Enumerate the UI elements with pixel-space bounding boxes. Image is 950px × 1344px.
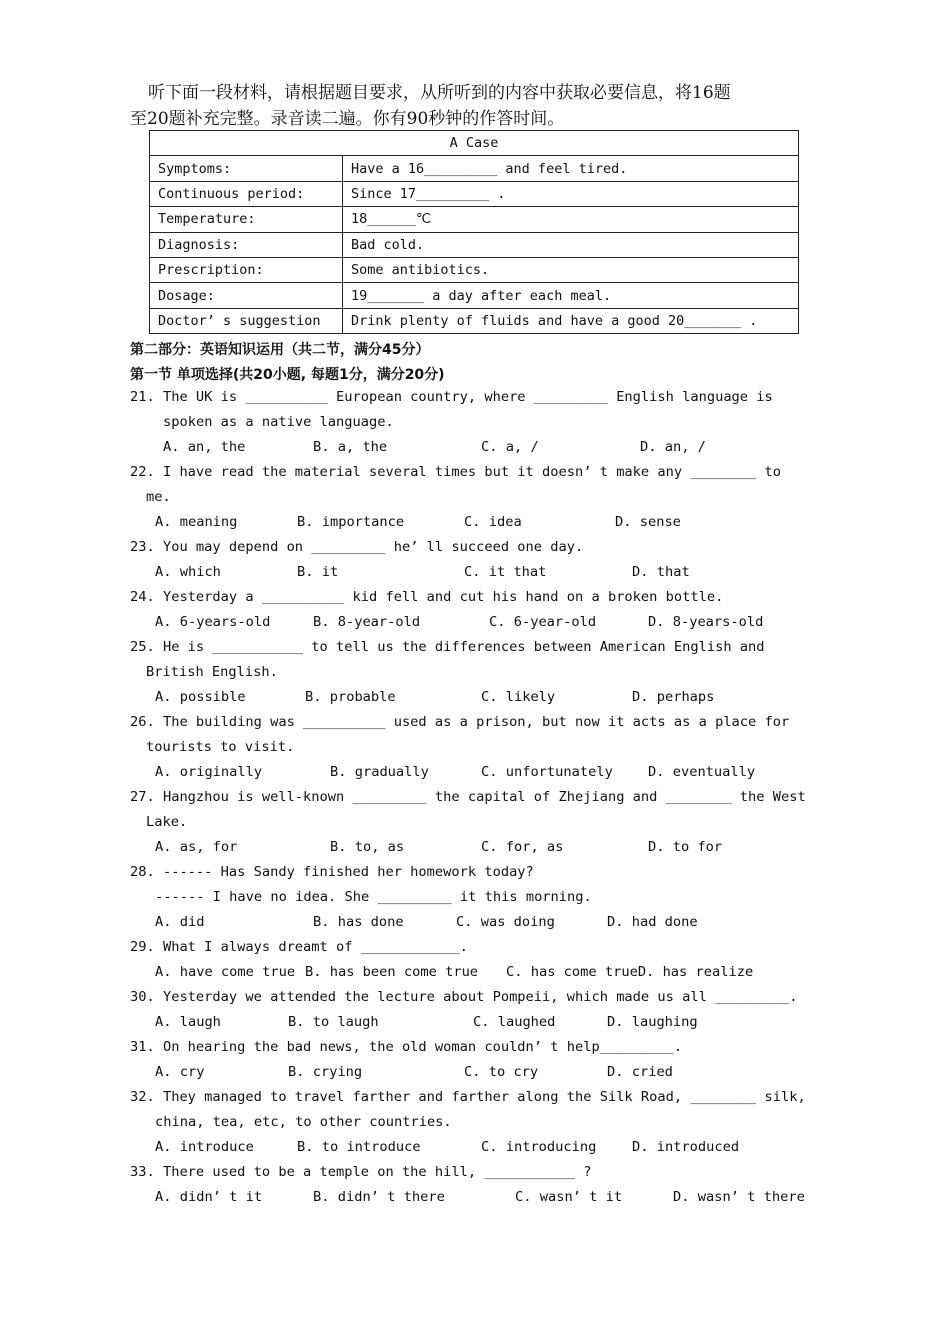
option-b: B. has done (313, 914, 404, 930)
option-b: B. importance (297, 514, 405, 530)
case-row-suggestion (150, 308, 799, 333)
option-a: A. introduce (155, 1139, 254, 1155)
case-row-temperature (150, 207, 799, 232)
question-27-stem: 27. Hangzhou is well-known _________ the capital of Zhejiang and ________ the West (130, 789, 806, 805)
option-d: D. that (632, 564, 690, 580)
option-b: B. it (297, 564, 339, 580)
instruction-line-1: 听下面一段材料，请根据题目要求，从所听到的内容中获取必要信息，将16题 (148, 83, 731, 103)
case-row-prescription (150, 257, 799, 282)
option-c: C. wasn’ t it (515, 1189, 623, 1205)
option-c: C. unfortunately (481, 764, 613, 780)
option-a: A. meaning (155, 514, 238, 530)
question-31-stem: 31. On hearing the bad news, the old woman couldn’ t help_________. (130, 1039, 683, 1055)
question-22-stem: 22. I have read the material several times but it doesn’ t make any ________ to (130, 464, 782, 480)
question-28-stem: 28. ------ Has Sandy finished her homework today? (130, 864, 534, 880)
question-21-stem: 21. The UK is __________ European country, where _________ English language is (130, 389, 773, 405)
option-a: A. cry (155, 1064, 205, 1080)
case-label: Dosage: (150, 283, 343, 308)
question-28-stem-cont: ------ I have no idea. She _________ it this morning. (155, 889, 592, 905)
case-table (149, 130, 799, 334)
case-label: Continuous period: (150, 181, 343, 206)
case-row-period (150, 181, 799, 206)
option-b: B. crying (288, 1064, 363, 1080)
question-32-stem-cont: china, tea, etc, to other countries. (155, 1114, 452, 1130)
option-a: A. which (155, 564, 221, 580)
option-d: D. eventually (648, 764, 756, 780)
case-label: Doctor’ s suggestion (150, 308, 343, 333)
option-a: A. 6-years-old (155, 614, 271, 630)
listening-instructions (130, 80, 820, 132)
option-a: A. laugh (155, 1014, 221, 1030)
option-d: D. laughing (607, 1014, 698, 1030)
option-a: A. as, for (155, 839, 238, 855)
option-c: C. idea (464, 514, 522, 530)
option-d: D. perhaps (632, 689, 715, 705)
case-table-title-row (150, 131, 799, 156)
case-value: 18______℃ (343, 207, 799, 232)
option-d: D. cried (607, 1064, 673, 1080)
option-b: B. probable (305, 689, 396, 705)
question-30-stem: 30. Yesterday we attended the lecture about Pompeii, which made us all _________. (130, 989, 798, 1005)
case-label: Symptoms: (150, 156, 343, 181)
option-d: D. had done (607, 914, 698, 930)
case-value: 19_______ a day after each meal. (343, 283, 799, 308)
option-d: D. sense (615, 514, 681, 530)
case-value: Have a 16_________ and feel tired. (343, 156, 799, 181)
option-c: C. likely (481, 689, 556, 705)
option-b: B. 8-year-old (313, 614, 421, 630)
option-d: D. introduced (632, 1139, 740, 1155)
option-b: B. a, the (313, 439, 388, 455)
option-b: B. to laugh (288, 1014, 379, 1030)
question-26-stem-cont: tourists to visit. (146, 739, 295, 755)
section-1-title: 第一节 单项选择(共20小题, 每题1分，满分20分) (130, 367, 445, 383)
question-25-stem: 25. He is ___________ to tell us the differences between American English and (130, 639, 765, 655)
case-label: Prescription: (150, 257, 343, 282)
case-label: Diagnosis: (150, 232, 343, 257)
case-row-dosage (150, 283, 799, 308)
option-c: C. was doing (456, 914, 555, 930)
option-c: C. it that (464, 564, 547, 580)
option-d: D. to for (648, 839, 723, 855)
option-a: A. have come true (155, 964, 296, 980)
option-c: C. has come trueD. has realize (506, 964, 754, 980)
question-33-stem: 33. There used to be a temple on the hill, ___________ ? (130, 1164, 592, 1180)
option-c: C. to cry (464, 1064, 539, 1080)
question-24-stem: 24. Yesterday a __________ kid fell and cut his hand on a broken bottle. (130, 589, 724, 605)
option-b: B. has been come true (305, 964, 479, 980)
question-22-stem-cont: me. (146, 489, 171, 505)
option-d: D. 8-years-old (648, 614, 764, 630)
instruction-line-2: 至20题补充完整。录音读二遍。你有90秒钟的作答时间。 (130, 109, 565, 129)
option-b: B. to introduce (297, 1139, 421, 1155)
question-21-stem-cont: spoken as a native language. (163, 414, 394, 430)
option-d: D. wasn’ t there (673, 1189, 805, 1205)
option-b: B. to, as (330, 839, 405, 855)
case-value: Bad cold. (343, 232, 799, 257)
option-a: A. didn’ t it (155, 1189, 263, 1205)
option-b: B. didn’ t there (313, 1189, 445, 1205)
question-32-stem: 32. They managed to travel farther and farther along the Silk Road, ________ silk, (130, 1089, 806, 1105)
case-row-symptoms (150, 156, 799, 181)
case-label: Temperature: (150, 207, 343, 232)
question-26-stem: 26. The building was __________ used as a prison, but now it acts as a place for (130, 714, 790, 730)
case-row-diagnosis (150, 232, 799, 257)
option-a: A. possible (155, 689, 246, 705)
case-table-title: A Case (150, 131, 799, 156)
option-c: C. introducing (481, 1139, 597, 1155)
section-2-title: 第二部分：英语知识运用（共二节，满分45分） (130, 342, 430, 358)
option-d: D. an, / (640, 439, 706, 455)
case-value: Since 17_________ . (343, 181, 799, 206)
option-c: C. a, / (481, 439, 539, 455)
option-c: C. laughed (473, 1014, 556, 1030)
question-29-stem: 29. What I always dreamt of ____________. (130, 939, 468, 955)
question-23-stem: 23. You may depend on _________ he’ ll succeed one day. (130, 539, 584, 555)
option-a: A. did (155, 914, 205, 930)
option-c: C. for, as (481, 839, 564, 855)
question-25-stem-cont: British English. (146, 664, 278, 680)
option-b: B. gradually (330, 764, 429, 780)
question-27-stem-cont: Lake. (146, 814, 188, 830)
option-a: A. an, the (163, 439, 246, 455)
option-c: C. 6-year-old (489, 614, 597, 630)
case-value: Some antibiotics. (343, 257, 799, 282)
option-a: A. originally (155, 764, 263, 780)
case-value: Drink plenty of fluids and have a good 20_______ . (343, 308, 799, 333)
